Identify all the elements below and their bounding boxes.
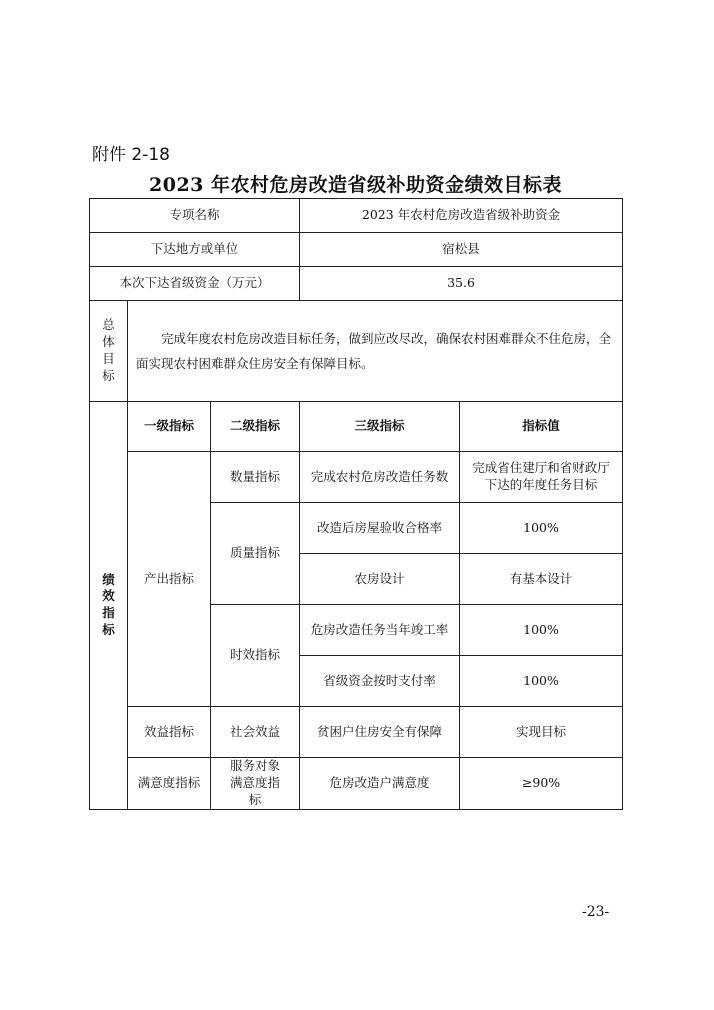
time-indicator-value: 100% (460, 656, 623, 707)
performance-target-table (89, 198, 623, 810)
satisfaction-item: 危房改造户满意度 (300, 758, 460, 810)
quantity-indicator-item: 完成农村危房改造任务数 (300, 452, 460, 503)
quality-indicator-value: 有基本设计 (460, 554, 623, 605)
benefit-indicator-label: 效益指标 (128, 707, 211, 758)
time-indicator-item: 危房改造任务当年竣工率 (300, 605, 460, 656)
overall-goal-label-text: 总 体 目 标 (102, 317, 115, 383)
satisfaction-indicator-label: 满意度指标 (128, 758, 211, 810)
perf-indicator-label (90, 402, 128, 810)
quantity-indicator-value: 完成省住建厅和省财政厅下达的年度任务目标 (460, 452, 623, 503)
header-level3: 三级指标 (300, 402, 460, 452)
funds-value: 35.6 (300, 267, 623, 301)
quality-indicator-label: 质量指标 (211, 503, 300, 605)
time-indicator-item: 省级资金按时支付率 (300, 656, 460, 707)
social-benefit-value: 实现目标 (460, 707, 623, 758)
page-number: -23- (582, 904, 610, 920)
attachment-label: 附件 2-18 (92, 145, 170, 165)
project-name-value: 2023 年农村危房改造省级补助资金 (300, 199, 623, 233)
social-benefit-label: 社会效益 (211, 707, 300, 758)
table-row (90, 758, 623, 810)
document-title: 2023 年农村危房改造省级补助资金绩效目标表 (149, 174, 562, 196)
overall-goal-label (90, 301, 128, 402)
output-indicator-label: 产出指标 (128, 452, 211, 707)
region-value: 宿松县 (300, 233, 623, 267)
satisfaction-sub-label: 服务对象满意度指标 (211, 758, 300, 810)
table-row (90, 301, 623, 402)
header-level1: 一级指标 (128, 402, 211, 452)
table-row (90, 267, 623, 301)
quality-indicator-item: 改造后房屋验收合格率 (300, 503, 460, 554)
quality-indicator-value: 100% (460, 503, 623, 554)
social-benefit-item: 贫困户住房安全有保障 (300, 707, 460, 758)
quantity-indicator-label: 数量指标 (211, 452, 300, 503)
quality-indicator-item: 农房设计 (300, 554, 460, 605)
time-indicator-label: 时效指标 (211, 605, 300, 707)
funds-label: 本次下达省级资金（万元） (90, 267, 300, 301)
time-indicator-value: 100% (460, 605, 623, 656)
table-row (90, 452, 623, 503)
table-row (90, 199, 623, 233)
overall-goal-text: 完成年度农村危房改造目标任务，做到应改尽改，确保农村困难群众不住危房，全面实现农村困难群众住房安全有保障目标。 (128, 301, 623, 402)
table-row (90, 707, 623, 758)
perf-indicator-label-text: 绩 效 指 标 (102, 571, 115, 638)
header-level2: 二级指标 (211, 402, 300, 452)
region-label: 下达地方或单位 (90, 233, 300, 267)
satisfaction-value: ≥90% (460, 758, 623, 810)
header-value: 指标值 (460, 402, 623, 452)
table-row (90, 402, 623, 452)
project-name-label: 专项名称 (90, 199, 300, 233)
table-row (90, 233, 623, 267)
